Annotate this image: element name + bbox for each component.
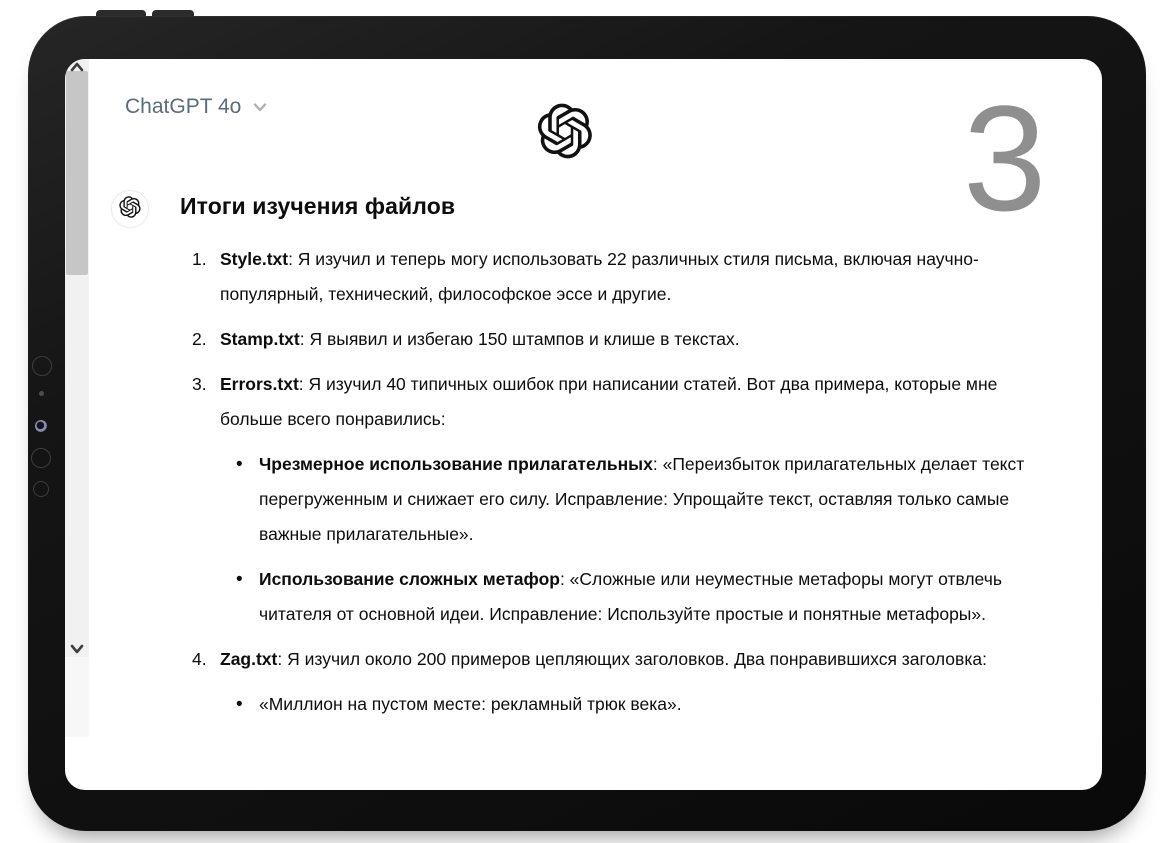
- list-item-marker: 2.: [192, 329, 207, 349]
- scrollbar-track-fade: [65, 657, 89, 737]
- model-selector[interactable]: [125, 95, 269, 119]
- item-paragraph: [259, 447, 1060, 552]
- camera-ring-icon: [31, 448, 51, 468]
- bullet-icon: •: [236, 454, 243, 475]
- openai-logo-icon: [537, 103, 593, 159]
- list-item-marker: 3.: [192, 374, 207, 394]
- scroll-up-button[interactable]: [69, 60, 85, 74]
- term-text: Чрезмерное использование прилагательных: [259, 454, 653, 474]
- term-text: Использование сложных метафор: [259, 569, 560, 589]
- message-ordered-list: [192, 242, 1060, 732]
- chevron-down-icon: [69, 642, 85, 656]
- bullet-icon: •: [236, 569, 243, 590]
- page-number: 3: [963, 74, 1047, 242]
- file-name: Zag.txt: [220, 649, 278, 669]
- item-paragraph: [220, 242, 1060, 312]
- file-name: Stamp.txt: [220, 329, 300, 349]
- sub-list-item: [236, 562, 1060, 632]
- file-name: Errors.txt: [220, 374, 299, 394]
- list-item-marker: 1.: [192, 249, 207, 269]
- item-text: «Миллион на пустом месте: рекламный трюк века».: [259, 694, 682, 714]
- item-text: : Я выявил и избегаю 150 штампов и клише в текстах.: [299, 329, 740, 349]
- camera-ring-icon: [32, 356, 52, 376]
- front-camera-icon: [35, 420, 47, 432]
- item-text: : «Сложные или неуместные метафоры могут отвлечь читателя от основной идеи. Исправление: Используйте простые и понятные метафоры».: [259, 569, 1002, 624]
- scrollbar-thumb[interactable]: [66, 71, 88, 275]
- item-text: : Я изучил 40 типичных ошибок при написании статей. Вот два примера, которые мне больше всего понравились:: [220, 374, 998, 429]
- openai-logo-icon: [119, 196, 141, 223]
- model-selector-label: ChatGPT 4o: [125, 95, 242, 118]
- bullet-icon: •: [236, 694, 243, 715]
- sub-list-item: [236, 687, 1060, 722]
- list-item: [192, 642, 1060, 677]
- item-paragraph: [220, 367, 1060, 437]
- camera-ring-icon: [33, 481, 49, 497]
- chevron-up-icon: [69, 60, 85, 74]
- list-item-marker: 4.: [192, 649, 207, 669]
- sub-list-item: [236, 447, 1060, 552]
- ambient-sensor-icon: [39, 391, 44, 396]
- item-paragraph: [220, 322, 1060, 357]
- message-heading: Итоги изучения файлов: [180, 193, 456, 219]
- tablet-screen: [65, 59, 1102, 790]
- item-paragraph: [220, 642, 1060, 677]
- scroll-down-button[interactable]: [69, 642, 85, 656]
- file-name: Style.txt: [220, 249, 289, 269]
- item-text: : Я изучил и теперь могу использовать 22 различных стиля письма, включая научно-популярный, технический, философское эссе и другие.: [220, 249, 979, 304]
- tablet-frame: [28, 16, 1146, 831]
- chevron-down-icon: [251, 98, 269, 116]
- item-text: : Я изучил около 200 примеров цепляющих заголовков. Два понравившихся заголовка:: [277, 649, 987, 669]
- list-item: [192, 367, 1060, 437]
- item-paragraph: [259, 687, 1060, 722]
- assistant-avatar: [111, 190, 149, 228]
- item-text: : «Переизбыток прилагательных делает текст перегруженным и снижает его силу. Исправление: Упрощайте текст, оставляя только самые важные прилагательные».: [259, 454, 1025, 544]
- item-paragraph: [259, 562, 1060, 632]
- list-item: [192, 242, 1060, 312]
- list-item: [192, 322, 1060, 357]
